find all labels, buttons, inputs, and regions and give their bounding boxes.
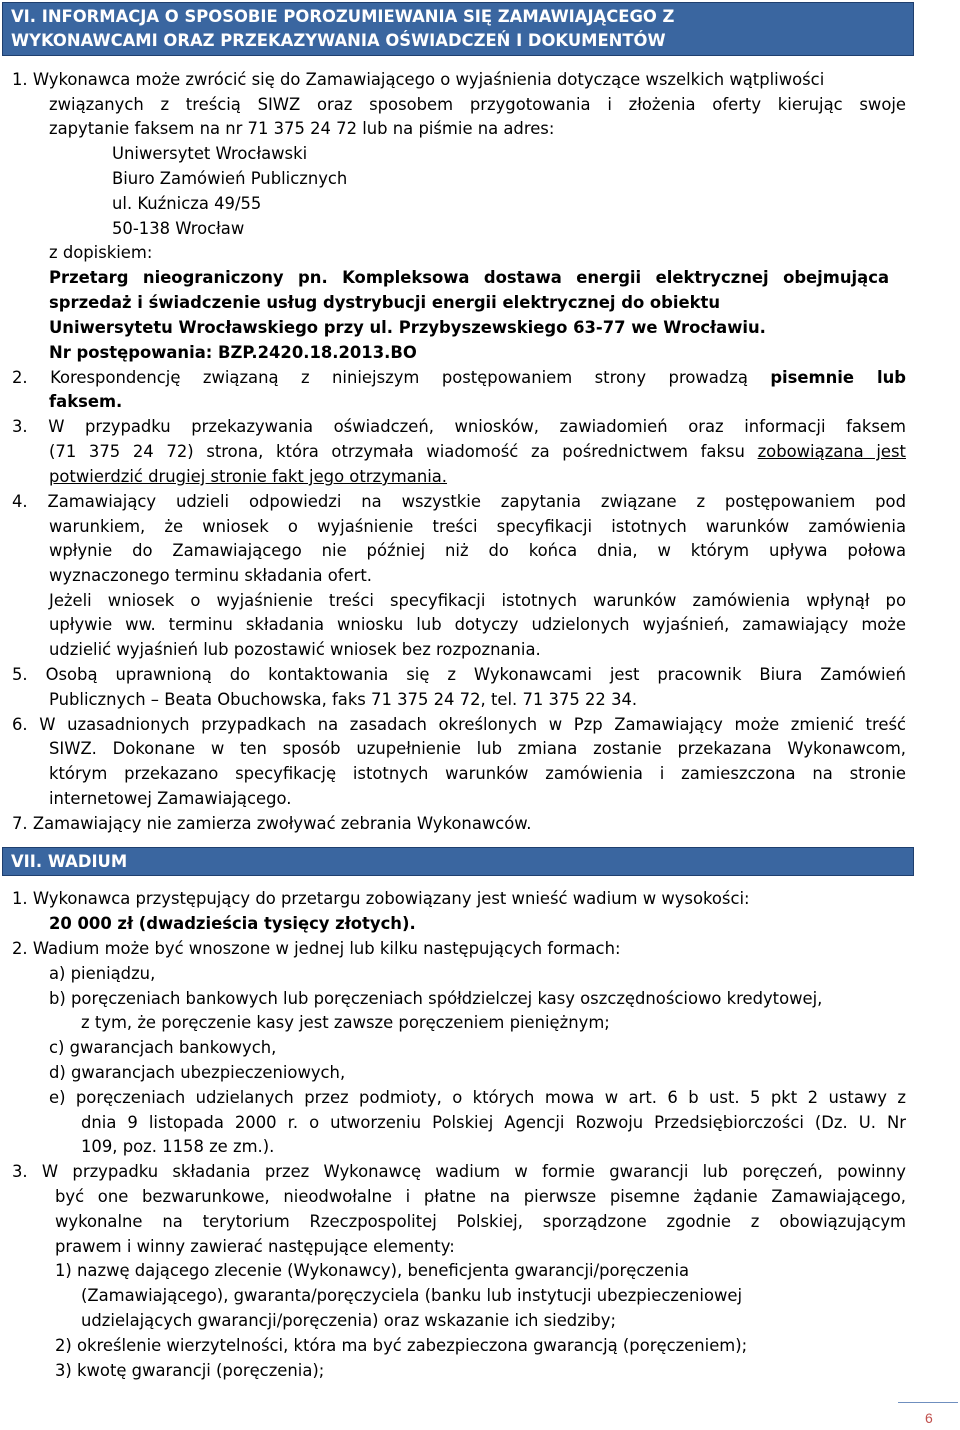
address-line1: Uniwersytet Wrocławski xyxy=(112,144,308,163)
vii-p3-line3: wykonalne na terytorium Rzeczpospolitej Polskiej, sporządzone zgodnie z obowiązującym xyxy=(55,1212,906,1231)
vii-p3-line1: 3. W przypadku składania przez Wykonawcę wadium w formie gwarancji lub poręczeń, powinny xyxy=(12,1162,906,1181)
form-item-e-line1: e) poręczeniach udzielanych przez podmioty, o których mowa w art. 6 b ust. 5 pkt 2 ustawy z xyxy=(49,1088,906,1107)
tender-name-line1 xyxy=(49,267,889,289)
vi-p4-line3: wpłynie do Zamawiającego nie później niż do końca dnia, w którym upływa połowa xyxy=(49,541,906,560)
section-vii-title: VII. WADIUM xyxy=(11,852,128,871)
form-item-d: d) gwarancjach ubezpieczeniowych, xyxy=(49,1063,346,1082)
vi-p4-line6: upływie ww. terminu składania wniosku lub dotyczy udzielonych wyjaśnień, zamawiający może xyxy=(49,615,906,634)
vi-p4-line7: udzielić wyjaśnień lub pozostawić wniosek bez rozpoznania. xyxy=(49,640,541,659)
vi-p4-line5: Jeżeli wniosek o wyjaśnienie treści specyfikacji istotnych warunków zamówienia wpłynął po xyxy=(49,591,906,610)
section-vi-title-line2: WYKONAWCAMI ORAZ PRZEKAZYWANIA OŚWIADCZEŃ I DOKUMENTÓW xyxy=(11,31,666,50)
vi-p7: 7. Zamawiający nie zamierza zwoływać zebrania Wykonawców. xyxy=(12,814,532,833)
element-1-line2: (Zamawiającego), gwaranta/poręczyciela (banku lub instytucji ubezpieczeniowej xyxy=(81,1286,743,1305)
vii-p3-line4: prawem i winny zawierać następujące elementy: xyxy=(55,1237,455,1256)
wadium-amount: 20 000 zł (dwadzieścia tysięcy złotych). xyxy=(49,914,416,933)
form-item-e-line2: dnia 9 listopada 2000 r. o utworzeniu Polskiej Agencji Rozwoju Przedsiębiorczości (Dz. U. Nr xyxy=(81,1113,906,1132)
form-item-b-line2: z tym, że poręczenie kasy jest zawsze poręczeniem pieniężnym; xyxy=(81,1013,610,1032)
address-line2: Biuro Zamówień Publicznych xyxy=(112,169,348,188)
vi-p2-bold: pisemnie lub xyxy=(770,368,906,387)
vi-p6-line4: internetowej Zamawiającego. xyxy=(49,789,292,808)
vi-p5-line1: 5. Osobą uprawnioną do kontaktowania się z Wykonawcami jest pracownik Biura Zamówień xyxy=(12,665,906,684)
vi-p6-line1: 6. W uzasadnionych przypadkach na zasadach określonych w Pzp Zamawiający może zmienić treść xyxy=(12,715,906,734)
vi-p1-line1: 1. Wykonawca może zwrócić się do Zamawiającego o wyjaśnienia dotyczące wszelkich wątpliwości xyxy=(12,70,825,89)
vi-p3-text: (71 375 24 72) strona, która otrzymała wiadomość za pośrednictwem faksu xyxy=(49,442,745,461)
vi-p3-line2 xyxy=(49,441,906,463)
element-1-line1: 1) nazwę dającego zlecenie (Wykonawcy), beneficjenta gwarancji/poręczenia xyxy=(55,1261,690,1280)
page-number-rule xyxy=(898,1402,958,1403)
vi-p2-line1 xyxy=(12,367,906,389)
vi-p3-line1: 3. W przypadku przekazywania oświadczeń, wniosków, zawiadomień oraz informacji faksem xyxy=(12,417,906,436)
address-line3: ul. Kuźnicza 49/55 xyxy=(112,194,262,213)
tender-name-line3: Uniwersytetu Wrocławskiego przy ul. Przybyszewskiego 63-77 we Wrocławiu. xyxy=(49,318,766,337)
vi-p4-line4: wyznaczonego terminu składania ofert. xyxy=(49,566,373,585)
vi-p6-line3: którym przekazano specyfikację istotnych warunków zamówienia i zamieszczona na stronie xyxy=(49,764,906,783)
element-3: 3) kwotę gwarancji (poręczenia); xyxy=(55,1361,325,1380)
tender-prefix: Przetarg nieograniczony pn. xyxy=(49,268,328,287)
procedure-number: Nr postępowania: BZP.2420.18.2013.BO xyxy=(49,343,417,362)
address-line4: 50-138 Wrocław xyxy=(112,219,245,238)
vi-p6-line2: SIWZ. Dokonane w ten sposób uzupełnienie lub zmiana zostanie przekazana Wykonawcom, xyxy=(49,739,906,758)
form-item-e-line3: 109, poz. 1158 ze zm.). xyxy=(81,1137,275,1156)
vi-p3-line3: potwierdzić drugiej stronie fakt jego otrzymania. xyxy=(49,467,448,486)
section-vi-title-line1: VI. INFORMACJA O SPOSOBIE POROZUMIEWANIA SIĘ ZAMAWIAJĄCEGO Z xyxy=(11,7,675,26)
vi-p1-line3: zapytanie faksem na nr 71 375 24 72 lub na piśmie na adres: xyxy=(49,119,555,138)
section-vi-header xyxy=(2,2,914,56)
vi-p1-line2: związanych z treścią SIWZ oraz sposobem przygotowania i złożenia oferty kierując swoje xyxy=(49,95,906,114)
tender-name-line2: sprzedaż i świadczenie usług dystrybucji energii elektrycznej do obiektu xyxy=(49,293,721,312)
vi-p3-underlined: zobowiązana jest xyxy=(757,442,906,461)
vi-p4-line1: 4. Zamawiający udzieli odpowiedzi na wszystkie zapytania związane z postępowaniem pod xyxy=(12,492,906,511)
element-1-line3: udzielających gwarancji/poręczenia) oraz wskazanie ich siedziby; xyxy=(81,1311,616,1330)
element-2: 2) określenie wierzytelności, która ma być zabezpieczona gwarancją (poręczeniem); xyxy=(55,1336,748,1355)
vii-p1-line1: 1. Wykonawca przystępujący do przetargu zobowiązany jest wnieść wadium w wysokości: xyxy=(12,889,750,908)
section-vii-header xyxy=(2,847,914,876)
vi-p2-line2: faksem. xyxy=(49,392,123,411)
form-item-b-line1: b) poręczeniach bankowych lub poręczeniach spółdzielczej kasy oszczędnościowo kredytowej, xyxy=(49,989,823,1008)
form-item-c: c) gwarancjach bankowych, xyxy=(49,1038,277,1057)
note-label: z dopiskiem: xyxy=(49,243,153,262)
vi-p5-line2: Publicznych – Beata Obuchowska, faks 71 375 24 72, tel. 71 375 22 34. xyxy=(49,690,638,709)
vi-p2-text: 2. Korespondencję związaną z niniejszym postępowaniem strony prowadzą xyxy=(12,368,748,387)
tender-title-start: Kompleksowa dostawa energii elektrycznej obejmująca xyxy=(342,268,889,287)
vii-p3-line2: być one bezwarunkowe, nieodwołalne i płatne na pierwsze pisemne żądanie Zamawiającego, xyxy=(55,1187,906,1206)
vii-p2-line1: 2. Wadium może być wnoszone w jednej lub kilku następujących formach: xyxy=(12,939,621,958)
vi-p4-line2: warunkiem, że wniosek o wyjaśnienie treści specyfikacji istotnych warunków zamówienia xyxy=(49,517,906,536)
page-number: 6 xyxy=(925,1410,933,1426)
form-item-a: a) pieniądzu, xyxy=(49,964,156,983)
